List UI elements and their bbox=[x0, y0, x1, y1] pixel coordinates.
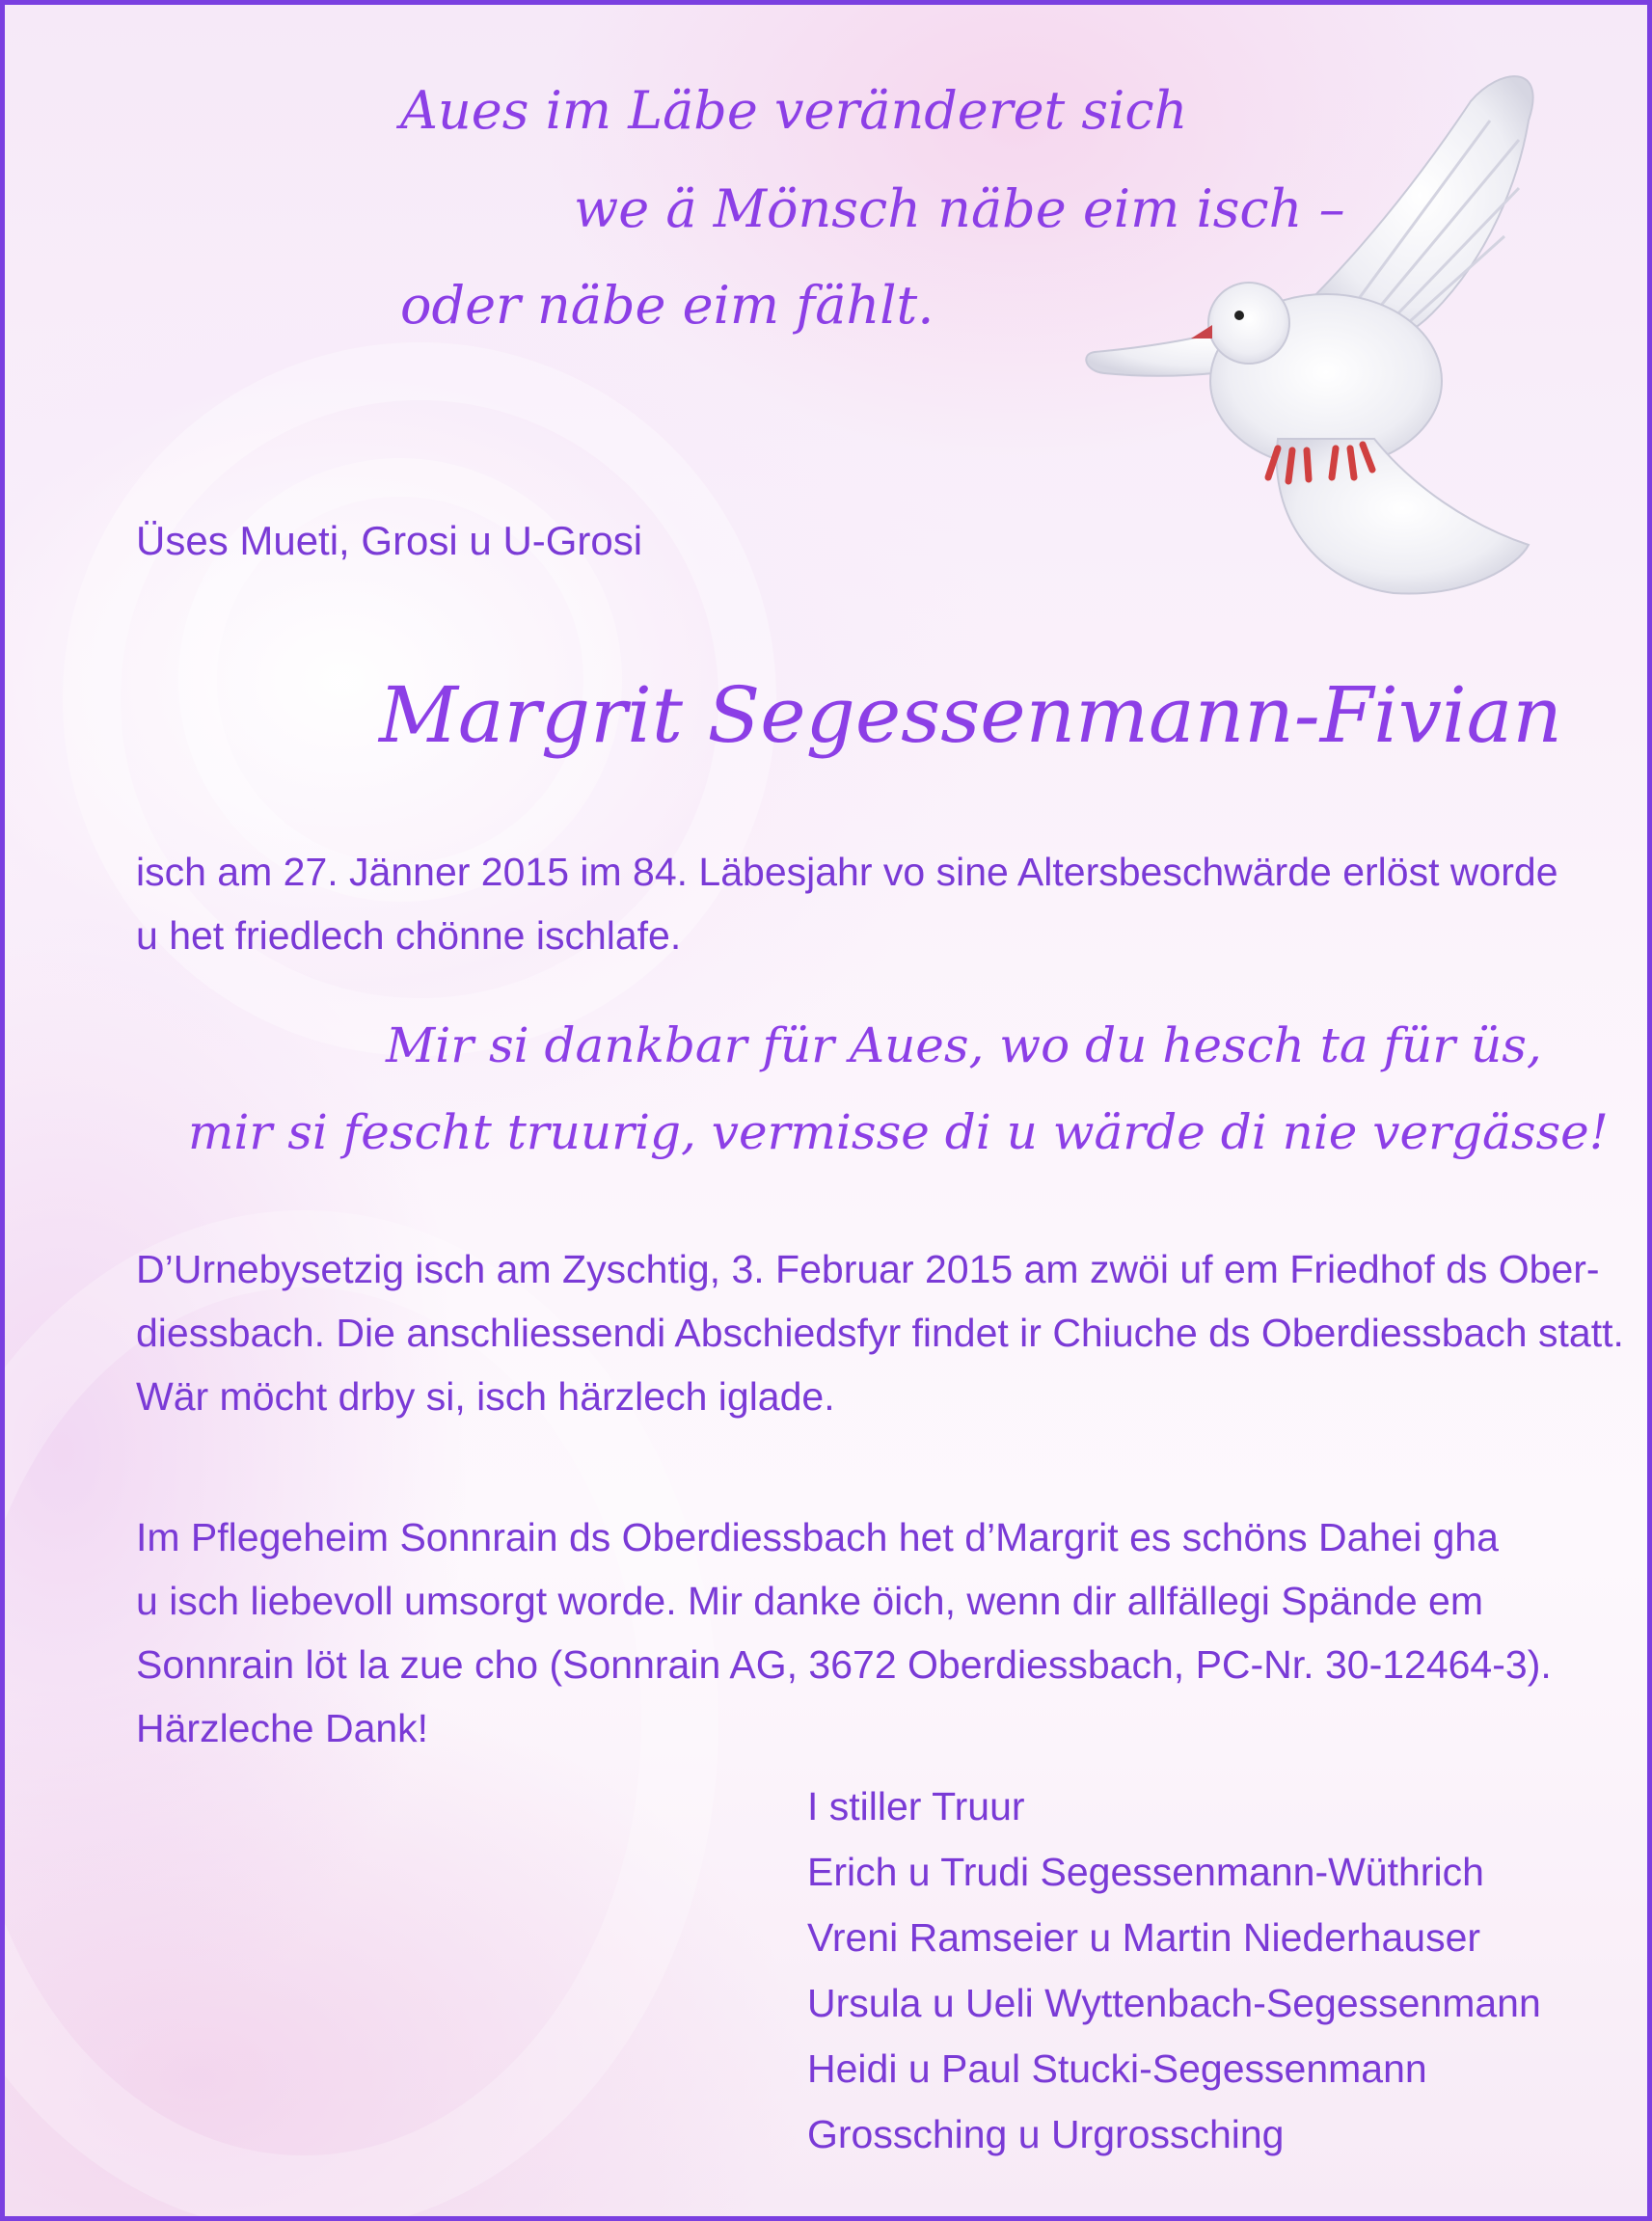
care-line-2: u isch liebevoll umsorgt worde. Mir danke öich, wenn dir allfällegi Spände em bbox=[136, 1579, 1483, 1623]
mourners-heading: I stiller Truur bbox=[807, 1784, 1025, 1828]
verse-line-2: we ä Mönsch näbe eim isch – bbox=[574, 178, 1345, 239]
passing-line-1: isch am 27. Jänner 2015 im 84. Läbesjahr vo sine Altersbeschwärde erlöst worde bbox=[136, 850, 1558, 894]
mourner-name: Ursula u Ueli Wyttenbach-Segessenmann bbox=[807, 1981, 1541, 2025]
care-line-3: Sonnrain löt la zue cho (Sonnrain AG, 3672 Oberdiessbach, PC-Nr. 30-12464-3). bbox=[136, 1642, 1552, 1687]
ceremony-line-3: Wär möcht drby si, isch härzlech iglade. bbox=[136, 1374, 835, 1419]
mourner-name: Vreni Ramseier u Martin Niederhauser bbox=[807, 1915, 1481, 1960]
care-paragraph bbox=[136, 1505, 1552, 1760]
mourner-name: Grossching u Urgrossching bbox=[807, 2112, 1285, 2156]
ceremony-paragraph bbox=[136, 1237, 1624, 1428]
passing-line-2: u het friedlech chönne ischlafe. bbox=[136, 913, 682, 958]
dove-icon bbox=[1066, 63, 1606, 603]
care-line-4: Härzleche Dank! bbox=[136, 1706, 429, 1750]
verse-line-3: oder näbe eim fählt. bbox=[400, 275, 934, 336]
mourner-name: Erich u Trudi Segessenmann-Wüthrich bbox=[807, 1850, 1484, 1894]
care-line-1: Im Pflegeheim Sonnrain ds Oberdiessbach het d’Margrit es schöns Dahei gha bbox=[136, 1515, 1499, 1559]
ceremony-line-2: diessbach. Die anschliessendi Abschiedsfyr findet ir Chiuche ds Oberdiessbach statt. bbox=[136, 1311, 1624, 1355]
deceased-name: Margrit Segessenmann-Fivian bbox=[379, 670, 1562, 760]
gratitude-line-1: Mir si dankbar für Aues, wo du hesch ta für üs, bbox=[386, 1017, 1542, 1073]
verse-line-1: Aues im Läbe veränderet sich bbox=[400, 80, 1188, 141]
passing-paragraph bbox=[136, 840, 1558, 967]
intro-line: Üses Mueti, Grosi u U-Grosi bbox=[136, 518, 643, 563]
mourner-name: Heidi u Paul Stucki-Segessenmann bbox=[807, 2046, 1427, 2091]
gratitude-line-2: mir si fescht truurig, vermisse di u wärde di nie vergässe! bbox=[188, 1104, 1609, 1160]
mourners-list bbox=[807, 1774, 1541, 2167]
ceremony-line-1: D’Urnebysetzig isch am Zyschtig, 3. Februar 2015 am zwöi uf em Friedhof ds Ober- bbox=[136, 1247, 1600, 1291]
